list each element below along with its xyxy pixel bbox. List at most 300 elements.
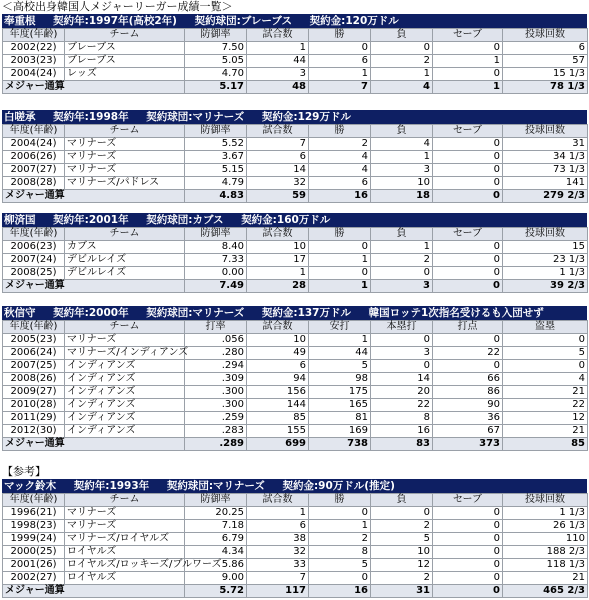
contract-team: 契約球団:ブレーブス bbox=[194, 15, 292, 27]
contract-team: 契約球団:マリナーズ bbox=[146, 111, 245, 123]
table-cell: 2011(29) bbox=[3, 412, 65, 425]
total-cell: 39 2/3 bbox=[503, 280, 588, 293]
table-cell: 2010(28) bbox=[3, 399, 65, 412]
column-header: 投球回数 bbox=[503, 29, 588, 42]
total-row bbox=[3, 81, 588, 94]
table-cell: 0 bbox=[433, 572, 503, 585]
table-cell: 20 bbox=[371, 386, 433, 399]
table-cell: 2008(26) bbox=[3, 373, 65, 386]
table-row bbox=[3, 334, 588, 347]
contract-bonus: 契約金:129万ドル bbox=[261, 111, 351, 123]
column-header: 試合数 bbox=[247, 125, 309, 138]
table-cell: 17 bbox=[247, 254, 309, 267]
table-cell: 94 bbox=[247, 373, 309, 386]
table-cell: 12 bbox=[371, 559, 433, 572]
table-cell: 49 bbox=[247, 347, 309, 360]
stats-table bbox=[2, 28, 588, 94]
player-name: 奉重根 bbox=[4, 15, 36, 27]
table-cell: 6 bbox=[309, 177, 371, 190]
table-cell: 0 bbox=[433, 507, 503, 520]
table-cell: 0.00 bbox=[185, 267, 247, 280]
table-row bbox=[3, 267, 588, 280]
table-cell: 8 bbox=[371, 412, 433, 425]
table-cell: 0 bbox=[309, 572, 371, 585]
table-cell: マリナーズ bbox=[65, 164, 185, 177]
table-row bbox=[3, 241, 588, 254]
table-cell: 2006(24) bbox=[3, 347, 65, 360]
stats-table bbox=[2, 493, 588, 598]
total-label: メジャー通算 bbox=[3, 81, 185, 94]
table-cell: 12 bbox=[503, 412, 588, 425]
table-cell: 3 bbox=[247, 68, 309, 81]
total-cell: 83 bbox=[371, 438, 433, 451]
table-cell: 8 bbox=[309, 546, 371, 559]
total-cell: 59 bbox=[247, 190, 309, 203]
table-cell: 1 bbox=[309, 520, 371, 533]
total-cell: 7.49 bbox=[185, 280, 247, 293]
table-cell: 0 bbox=[433, 520, 503, 533]
table-cell: 0 bbox=[309, 507, 371, 520]
table-row bbox=[3, 360, 588, 373]
table-cell: 31 bbox=[503, 138, 588, 151]
table-cell: 67 bbox=[433, 425, 503, 438]
table-cell: 2009(27) bbox=[3, 386, 65, 399]
table-cell: 81 bbox=[309, 412, 371, 425]
table-cell: 0 bbox=[371, 42, 433, 55]
player-header bbox=[2, 213, 587, 227]
table-cell: 0 bbox=[503, 360, 588, 373]
table-cell: マリナーズ bbox=[65, 507, 185, 520]
table-cell: 0 bbox=[309, 42, 371, 55]
contract-year: 契約年:1998年 bbox=[53, 111, 129, 123]
total-label: メジャー通算 bbox=[3, 438, 185, 451]
table-row bbox=[3, 68, 588, 81]
column-header: 負 bbox=[371, 228, 433, 241]
column-header: 試合数 bbox=[247, 494, 309, 507]
table-cell: 0 bbox=[309, 241, 371, 254]
column-header: 防御率 bbox=[185, 228, 247, 241]
column-header-row bbox=[3, 494, 588, 507]
table-cell: 0 bbox=[433, 164, 503, 177]
total-cell: 465 2/3 bbox=[503, 585, 588, 598]
table-cell: 2004(24) bbox=[3, 138, 65, 151]
column-header: 試合数 bbox=[247, 321, 309, 334]
table-cell: 3 bbox=[371, 164, 433, 177]
table-cell: 0 bbox=[433, 151, 503, 164]
table-cell: 44 bbox=[247, 55, 309, 68]
table-cell: .300 bbox=[185, 399, 247, 412]
table-cell: 73 1/3 bbox=[503, 164, 588, 177]
table-cell: 0 bbox=[433, 533, 503, 546]
table-cell: 9.00 bbox=[185, 572, 247, 585]
table-cell: 2012(30) bbox=[3, 425, 65, 438]
table-row bbox=[3, 164, 588, 177]
table-cell: インディアンズ bbox=[65, 386, 185, 399]
table-cell: 21 bbox=[503, 425, 588, 438]
table-cell: .294 bbox=[185, 360, 247, 373]
page-title: ＜高校出身韓国人メジャーリーガー成績一覧＞ bbox=[2, 0, 233, 13]
table-cell: 175 bbox=[309, 386, 371, 399]
table-cell: マリナーズ/パドレス bbox=[65, 177, 185, 190]
total-cell: 0 bbox=[433, 190, 503, 203]
stats-table bbox=[2, 227, 588, 293]
table-row bbox=[3, 507, 588, 520]
table-cell: 0 bbox=[371, 267, 433, 280]
column-header: セーブ bbox=[433, 29, 503, 42]
table-cell: .259 bbox=[185, 412, 247, 425]
total-cell: 0 bbox=[433, 280, 503, 293]
total-cell: 4 bbox=[371, 81, 433, 94]
table-cell: 7.33 bbox=[185, 254, 247, 267]
table-cell: 85 bbox=[247, 412, 309, 425]
table-cell: ブレーブス bbox=[65, 42, 185, 55]
total-row bbox=[3, 585, 588, 598]
column-header: 防御率 bbox=[185, 125, 247, 138]
table-cell: 26 1/3 bbox=[503, 520, 588, 533]
table-cell: 6 bbox=[247, 151, 309, 164]
table-row bbox=[3, 138, 588, 151]
table-cell: インディアンズ bbox=[65, 412, 185, 425]
table-cell: マリナーズ bbox=[65, 334, 185, 347]
column-header: 防御率 bbox=[185, 29, 247, 42]
total-row bbox=[3, 438, 588, 451]
table-cell: 0 bbox=[433, 241, 503, 254]
table-cell: 3.67 bbox=[185, 151, 247, 164]
table-row bbox=[3, 386, 588, 399]
table-row bbox=[3, 55, 588, 68]
player-header bbox=[2, 306, 587, 320]
table-cell: 1 1/3 bbox=[503, 267, 588, 280]
table-row bbox=[3, 412, 588, 425]
table-cell: 2 bbox=[309, 533, 371, 546]
contract-year: 契約年:2001年 bbox=[53, 214, 129, 226]
table-cell: 44 bbox=[309, 347, 371, 360]
total-cell: 699 bbox=[247, 438, 309, 451]
table-cell: 0 bbox=[433, 334, 503, 347]
table-cell: 5.05 bbox=[185, 55, 247, 68]
table-cell: 14 bbox=[247, 164, 309, 177]
total-cell: 373 bbox=[433, 438, 503, 451]
table-cell: 0 bbox=[371, 360, 433, 373]
column-header: チーム bbox=[65, 321, 185, 334]
table-cell: 34 1/3 bbox=[503, 151, 588, 164]
total-cell: 117 bbox=[247, 585, 309, 598]
table-cell: 156 bbox=[247, 386, 309, 399]
total-cell: 85 bbox=[503, 438, 588, 451]
table-cell: 0 bbox=[433, 138, 503, 151]
table-cell: 22 bbox=[371, 399, 433, 412]
table-cell: 20.25 bbox=[185, 507, 247, 520]
column-header: セーブ bbox=[433, 125, 503, 138]
table-cell: 5 bbox=[309, 559, 371, 572]
table-cell: 4 bbox=[309, 164, 371, 177]
table-cell: 1999(24) bbox=[3, 533, 65, 546]
table-cell: 16 bbox=[371, 425, 433, 438]
table-cell: 0 bbox=[433, 559, 503, 572]
column-header-row bbox=[3, 228, 588, 241]
table-cell: 1 bbox=[371, 151, 433, 164]
table-cell: 2002(27) bbox=[3, 572, 65, 585]
table-cell: 4.34 bbox=[185, 546, 247, 559]
table-cell: 4 bbox=[503, 373, 588, 386]
column-header: 勝 bbox=[309, 125, 371, 138]
table-row bbox=[3, 254, 588, 267]
table-cell: 0 bbox=[433, 177, 503, 190]
column-header: 勝 bbox=[309, 228, 371, 241]
player-header bbox=[2, 479, 587, 493]
total-cell: 279 2/3 bbox=[503, 190, 588, 203]
table-cell: 0 bbox=[371, 507, 433, 520]
table-cell: 6 bbox=[309, 55, 371, 68]
table-cell: 2005(23) bbox=[3, 334, 65, 347]
table-cell: 7 bbox=[247, 138, 309, 151]
table-cell: 2003(23) bbox=[3, 55, 65, 68]
table-cell: インディアンズ bbox=[65, 399, 185, 412]
table-cell: 165 bbox=[309, 399, 371, 412]
table-cell: 98 bbox=[309, 373, 371, 386]
table-cell: 21 bbox=[503, 386, 588, 399]
contract-bonus: 契約金:90万ドル(推定) bbox=[282, 480, 395, 492]
table-cell: 38 bbox=[247, 533, 309, 546]
table-row bbox=[3, 347, 588, 360]
total-label: メジャー通算 bbox=[3, 585, 185, 598]
column-header: 年度(年齢) bbox=[3, 321, 65, 334]
table-cell: 2006(23) bbox=[3, 241, 65, 254]
table-cell: 1 bbox=[309, 254, 371, 267]
player-name: 秋信守 bbox=[4, 307, 36, 319]
table-cell: インディアンズ bbox=[65, 360, 185, 373]
table-cell: 3 bbox=[371, 347, 433, 360]
column-header: 投球回数 bbox=[503, 494, 588, 507]
table-cell: 5 bbox=[503, 347, 588, 360]
table-cell: ロイヤルズ bbox=[65, 546, 185, 559]
table-row bbox=[3, 572, 588, 585]
table-cell: 2 bbox=[371, 254, 433, 267]
player-header bbox=[2, 14, 587, 28]
table-cell: 6 bbox=[247, 520, 309, 533]
table-cell: レッズ bbox=[65, 68, 185, 81]
table-cell: 1 bbox=[247, 507, 309, 520]
table-cell: ロイヤルズ/ロッキーズ/ブルワーズ bbox=[65, 559, 185, 572]
table-row bbox=[3, 373, 588, 386]
table-cell: 0 bbox=[309, 267, 371, 280]
column-header: 投球回数 bbox=[503, 125, 588, 138]
column-header: チーム bbox=[65, 125, 185, 138]
table-cell: 66 bbox=[433, 373, 503, 386]
table-row bbox=[3, 151, 588, 164]
table-cell: 15 bbox=[503, 241, 588, 254]
table-cell: .280 bbox=[185, 347, 247, 360]
column-header-row bbox=[3, 125, 588, 138]
total-cell: 16 bbox=[309, 585, 371, 598]
table-row bbox=[3, 399, 588, 412]
table-cell: 5 bbox=[309, 360, 371, 373]
table-cell: 33 bbox=[247, 559, 309, 572]
table-cell: 4 bbox=[309, 151, 371, 164]
table-cell: 2 bbox=[371, 520, 433, 533]
table-cell: 6 bbox=[247, 360, 309, 373]
table-cell: マリナーズ bbox=[65, 151, 185, 164]
table-cell: 0 bbox=[433, 267, 503, 280]
table-cell: 0 bbox=[433, 360, 503, 373]
table-cell: 0 bbox=[503, 334, 588, 347]
table-cell: 1 bbox=[247, 42, 309, 55]
column-header: 打率 bbox=[185, 321, 247, 334]
total-cell: 5.17 bbox=[185, 81, 247, 94]
table-row bbox=[3, 559, 588, 572]
table-cell: 188 2/3 bbox=[503, 546, 588, 559]
contract-team: 契約球団:マリナーズ bbox=[166, 480, 265, 492]
column-header: 負 bbox=[371, 29, 433, 42]
table-cell: 1 bbox=[309, 68, 371, 81]
player-header bbox=[2, 110, 587, 124]
table-cell: 2001(26) bbox=[3, 559, 65, 572]
total-cell: 1 bbox=[309, 280, 371, 293]
player-block-suzuki bbox=[2, 479, 587, 598]
total-cell: 16 bbox=[309, 190, 371, 203]
table-row bbox=[3, 533, 588, 546]
table-cell: 2007(27) bbox=[3, 164, 65, 177]
table-cell: 1 bbox=[309, 334, 371, 347]
column-header: 年度(年齢) bbox=[3, 228, 65, 241]
column-header: 盗塁 bbox=[503, 321, 588, 334]
total-cell: .289 bbox=[185, 438, 247, 451]
table-cell: 1996(21) bbox=[3, 507, 65, 520]
column-header: 年度(年齢) bbox=[3, 125, 65, 138]
table-cell: 10 bbox=[247, 241, 309, 254]
table-row bbox=[3, 546, 588, 559]
player-block-baek bbox=[2, 110, 587, 203]
table-cell: 0 bbox=[433, 546, 503, 559]
total-label: メジャー通算 bbox=[3, 190, 185, 203]
column-header: 勝 bbox=[309, 29, 371, 42]
column-header: セーブ bbox=[433, 494, 503, 507]
table-cell: 1 bbox=[247, 267, 309, 280]
table-cell: 4.79 bbox=[185, 177, 247, 190]
total-cell: 1 bbox=[433, 81, 503, 94]
table-cell: カブス bbox=[65, 241, 185, 254]
table-cell: .300 bbox=[185, 386, 247, 399]
column-header: 投球回数 bbox=[503, 228, 588, 241]
table-cell: 0 bbox=[433, 254, 503, 267]
stats-table bbox=[2, 320, 588, 451]
table-cell: 5.52 bbox=[185, 138, 247, 151]
stats-table bbox=[2, 124, 588, 203]
column-header-row bbox=[3, 321, 588, 334]
table-cell: 86 bbox=[433, 386, 503, 399]
table-cell: 155 bbox=[247, 425, 309, 438]
table-cell: デビルレイズ bbox=[65, 267, 185, 280]
table-cell: 1 bbox=[433, 55, 503, 68]
player-block-choo bbox=[2, 306, 587, 451]
table-cell: 8.40 bbox=[185, 241, 247, 254]
player-block-ryu bbox=[2, 213, 587, 293]
table-cell: 5 bbox=[371, 533, 433, 546]
table-cell: 6.79 bbox=[185, 533, 247, 546]
table-cell: 118 1/3 bbox=[503, 559, 588, 572]
column-header: 本塁打 bbox=[371, 321, 433, 334]
table-cell: インディアンズ bbox=[65, 425, 185, 438]
table-cell: 1 bbox=[371, 241, 433, 254]
table-cell: 2 bbox=[371, 55, 433, 68]
table-cell: 36 bbox=[433, 412, 503, 425]
table-cell: 0 bbox=[433, 42, 503, 55]
column-header: 打点 bbox=[433, 321, 503, 334]
table-cell: 7.50 bbox=[185, 42, 247, 55]
total-row bbox=[3, 280, 588, 293]
table-cell: デビルレイズ bbox=[65, 254, 185, 267]
player-name: 白嗟承 bbox=[4, 111, 36, 123]
table-cell: 4 bbox=[371, 138, 433, 151]
contract-year: 契約年:1993年 bbox=[73, 480, 150, 492]
column-header: チーム bbox=[65, 228, 185, 241]
contract-bonus: 契約金:137万ドル bbox=[261, 307, 351, 319]
table-cell: 144 bbox=[247, 399, 309, 412]
table-cell: 10 bbox=[247, 334, 309, 347]
table-cell: 1 1/3 bbox=[503, 507, 588, 520]
column-header: チーム bbox=[65, 494, 185, 507]
table-cell: ブレーブス bbox=[65, 55, 185, 68]
table-cell: 7.18 bbox=[185, 520, 247, 533]
player-name: マック鈴木 bbox=[4, 480, 57, 492]
player-block-bong bbox=[2, 14, 587, 94]
total-cell: 3 bbox=[371, 280, 433, 293]
table-cell: 21 bbox=[503, 572, 588, 585]
contract-bonus: 契約金:120万ドル bbox=[309, 15, 399, 27]
table-cell: 0 bbox=[433, 68, 503, 81]
table-cell: 4.70 bbox=[185, 68, 247, 81]
table-cell: 14 bbox=[371, 373, 433, 386]
table-cell: 2002(22) bbox=[3, 42, 65, 55]
total-cell: 18 bbox=[371, 190, 433, 203]
contract-team: 契約球団:カブス bbox=[146, 214, 224, 226]
table-cell: 2007(25) bbox=[3, 360, 65, 373]
player-name: 柳済国 bbox=[4, 214, 36, 226]
table-cell: ロイヤルズ bbox=[65, 572, 185, 585]
column-header: 勝 bbox=[309, 494, 371, 507]
column-header: 負 bbox=[371, 125, 433, 138]
table-cell: 5.15 bbox=[185, 164, 247, 177]
contract-year: 契約年:1997年(高校2年) bbox=[53, 15, 177, 27]
column-header: 負 bbox=[371, 494, 433, 507]
table-cell: 2007(24) bbox=[3, 254, 65, 267]
table-cell: .283 bbox=[185, 425, 247, 438]
column-header: 年度(年齢) bbox=[3, 494, 65, 507]
column-header: 試合数 bbox=[247, 228, 309, 241]
table-cell: 32 bbox=[247, 546, 309, 559]
table-cell: 22 bbox=[503, 399, 588, 412]
total-cell: 738 bbox=[309, 438, 371, 451]
table-cell: 15 1/3 bbox=[503, 68, 588, 81]
total-cell: 78 1/3 bbox=[503, 81, 588, 94]
column-header-row bbox=[3, 29, 588, 42]
table-cell: 2008(25) bbox=[3, 267, 65, 280]
column-header: 防御率 bbox=[185, 494, 247, 507]
table-cell: 90 bbox=[433, 399, 503, 412]
table-row bbox=[3, 177, 588, 190]
table-cell: 7 bbox=[247, 572, 309, 585]
table-cell: 1998(23) bbox=[3, 520, 65, 533]
total-cell: 28 bbox=[247, 280, 309, 293]
column-header: 年度(年齢) bbox=[3, 29, 65, 42]
column-header: 安打 bbox=[309, 321, 371, 334]
total-cell: 5.72 bbox=[185, 585, 247, 598]
table-cell: マリナーズ/ロイヤルズ bbox=[65, 533, 185, 546]
total-label: メジャー通算 bbox=[3, 280, 185, 293]
table-row bbox=[3, 520, 588, 533]
total-row bbox=[3, 190, 588, 203]
total-cell: 7 bbox=[309, 81, 371, 94]
